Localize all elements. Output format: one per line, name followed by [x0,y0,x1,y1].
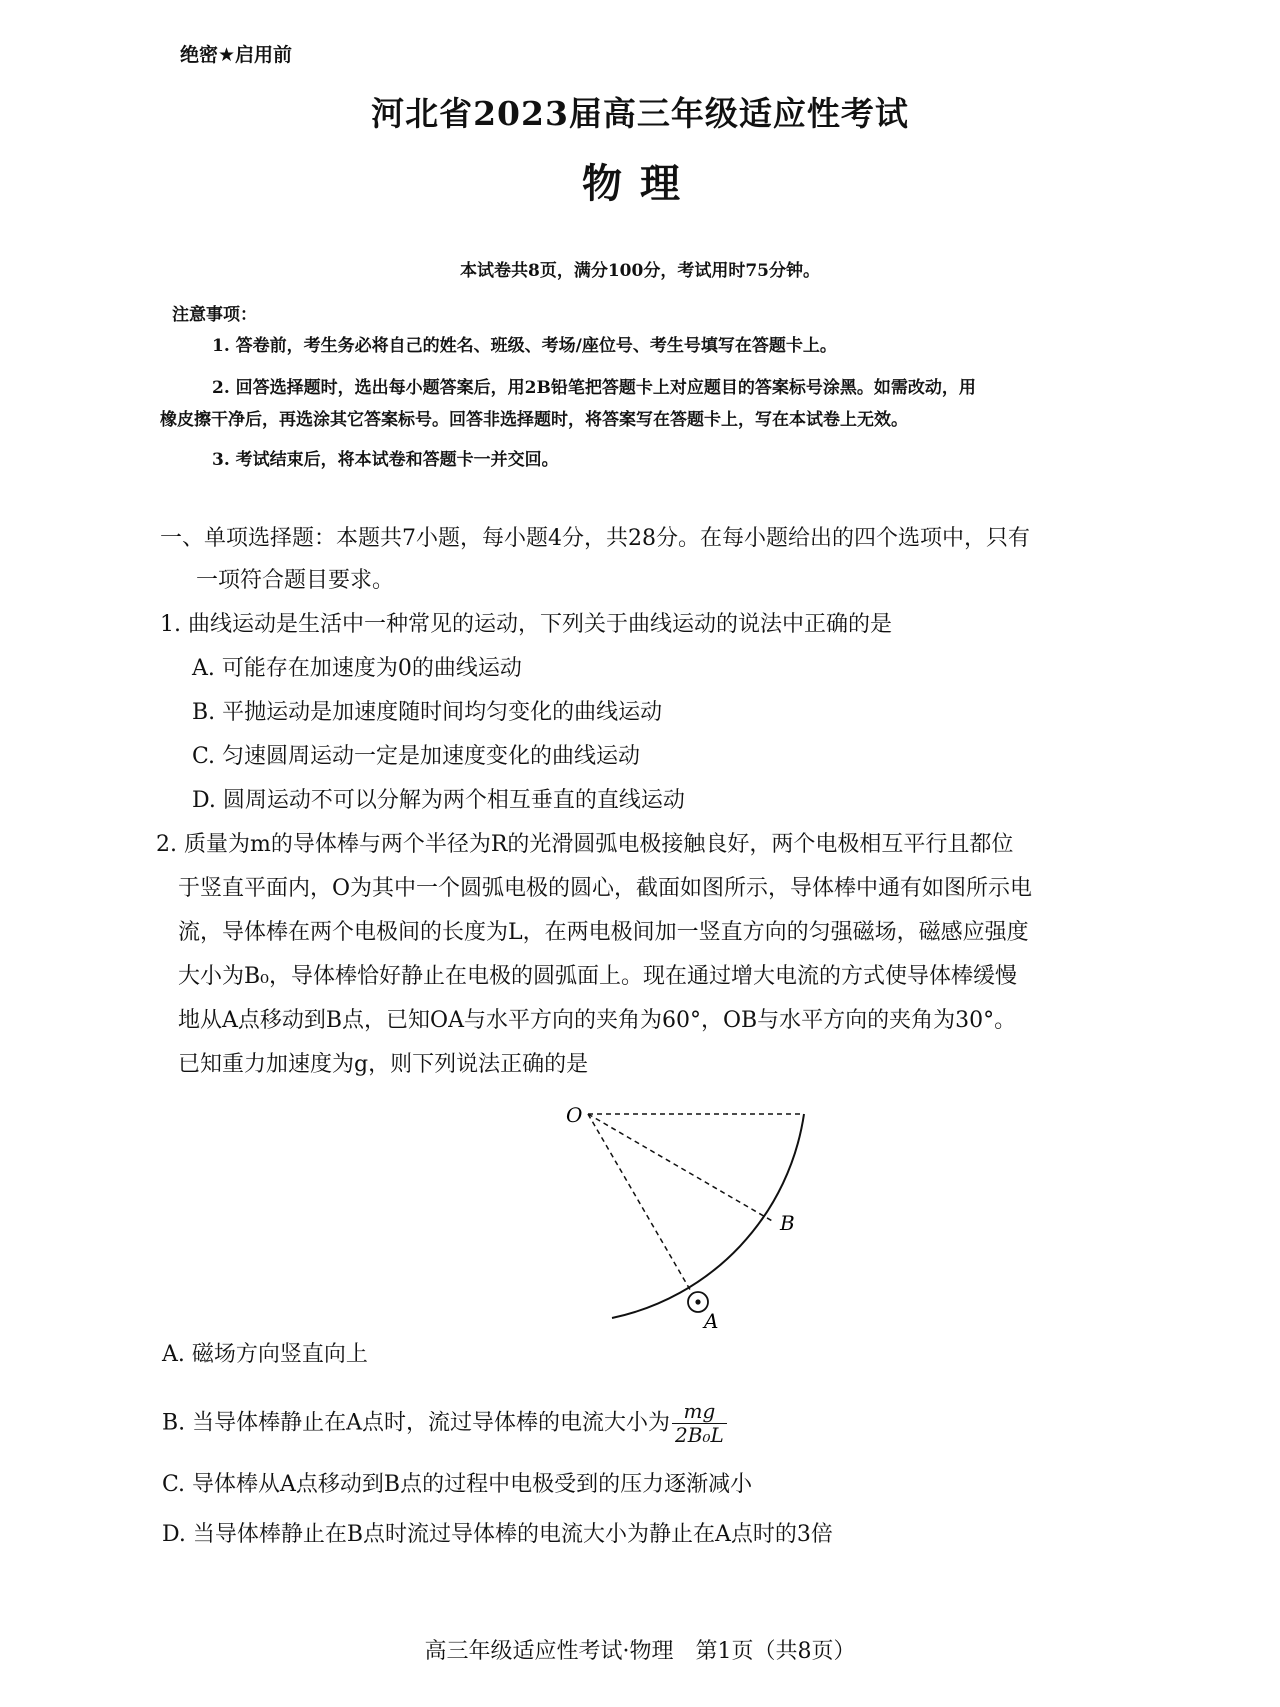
q2-option-b [162,1400,727,1447]
notice-item: 3. 考试结束后，将本试卷和答题卡一并交回。 [212,450,559,470]
notice-item: 橡皮擦干净后，再选涂其它答案标号。回答非选择题时，将答案写在答题卡上，写在本试卷上无效。 [160,410,908,430]
oa-dashed-line [588,1114,696,1300]
subject-title: 物理 [582,160,698,207]
exam-title: 河北省2023届高三年级适应性考试 [371,94,909,133]
current-fraction [672,1400,727,1447]
q2-option-c: C. 导体棒从A点移动到B点的过程中电极受到的压力逐渐减小 [162,1472,753,1497]
section-heading-cont: 一项符合题目要求。 [196,568,395,593]
section-heading: 一、单项选择题：本题共7小题，每小题4分，共28分。在每小题给出的四个选项中，只有 [160,526,1030,551]
q1-option-d: D. 圆周运动不可以分解为两个相互垂直的直线运动 [192,788,685,813]
label-o: O [566,1103,583,1127]
question-2-line: 于竖直平面内，O为其中一个圆弧电极的圆心，截面如图所示，导体棒中通有如图所示电 [178,876,1033,901]
current-out-dot-icon [695,1299,700,1304]
electrode-arc [612,1114,804,1318]
question-2-line: 已知重力加速度为g，则下列说法正确的是 [178,1052,589,1077]
question-2-line: 流，导体棒在两个电极间的长度为L，在两电极间加一竖直方向的匀强磁场，磁感应强度 [178,920,1029,945]
page-footer: 高三年级适应性考试·物理 第1页（共8页） [424,1639,856,1664]
fraction-denominator: 2B₀L [675,1423,724,1447]
label-b: B [780,1211,795,1235]
q2-option-d: D. 当导体棒静止在B点时流过导体棒的电流大小为静止在A点时的3倍 [162,1522,833,1547]
q1-option-b: B. 平抛运动是加速度随时间均匀变化的曲线运动 [192,700,663,725]
confidential-mark: 绝密★启用前 [180,44,293,66]
question-2-line: 地从A点移动到B点，已知OA与水平方向的夹角为60°，OB与水平方向的夹角为30°。 [178,1008,1017,1033]
q2-option-a: A. 磁场方向竖直向上 [162,1342,368,1367]
q2-option-b-text: B. 当导体棒静止在A点时，流过导体棒的电流大小为 [162,1410,671,1436]
notice-heading: 注意事项： [172,305,257,325]
electrode-arc-figure [560,1100,820,1330]
q1-option-a: A. 可能存在加速度为0的曲线运动 [192,656,522,681]
notice-item: 2. 回答选择题时，选出每小题答案后，用2B铅笔把答题卡上对应题目的答案标号涂黑。如需改动，用 [212,378,976,398]
question-2-line: 2. 质量为m的导体棒与两个半径为R的光滑圆弧电极接触良好，两个电极相互平行且都位 [156,832,1014,857]
ob-dashed-line [588,1114,774,1222]
question-2-line: 大小为B₀，导体棒恰好静止在电极的圆弧面上。现在通过增大电流的方式使导体棒缓慢 [178,964,1017,989]
fraction-numerator: mg [672,1400,727,1424]
question-1-stem: 1. 曲线运动是生活中一种常见的运动，下列关于曲线运动的说法中正确的是 [160,612,892,637]
label-a: A [704,1309,719,1330]
paper-info: 本试卷共8页，满分100分，考试用时75分钟。 [460,261,820,281]
notice-item: 1. 答卷前，考生务必将自己的姓名、班级、考场/座位号、考生号填写在答题卡上。 [212,336,837,356]
q1-option-c: C. 匀速圆周运动一定是加速度变化的曲线运动 [192,744,641,769]
